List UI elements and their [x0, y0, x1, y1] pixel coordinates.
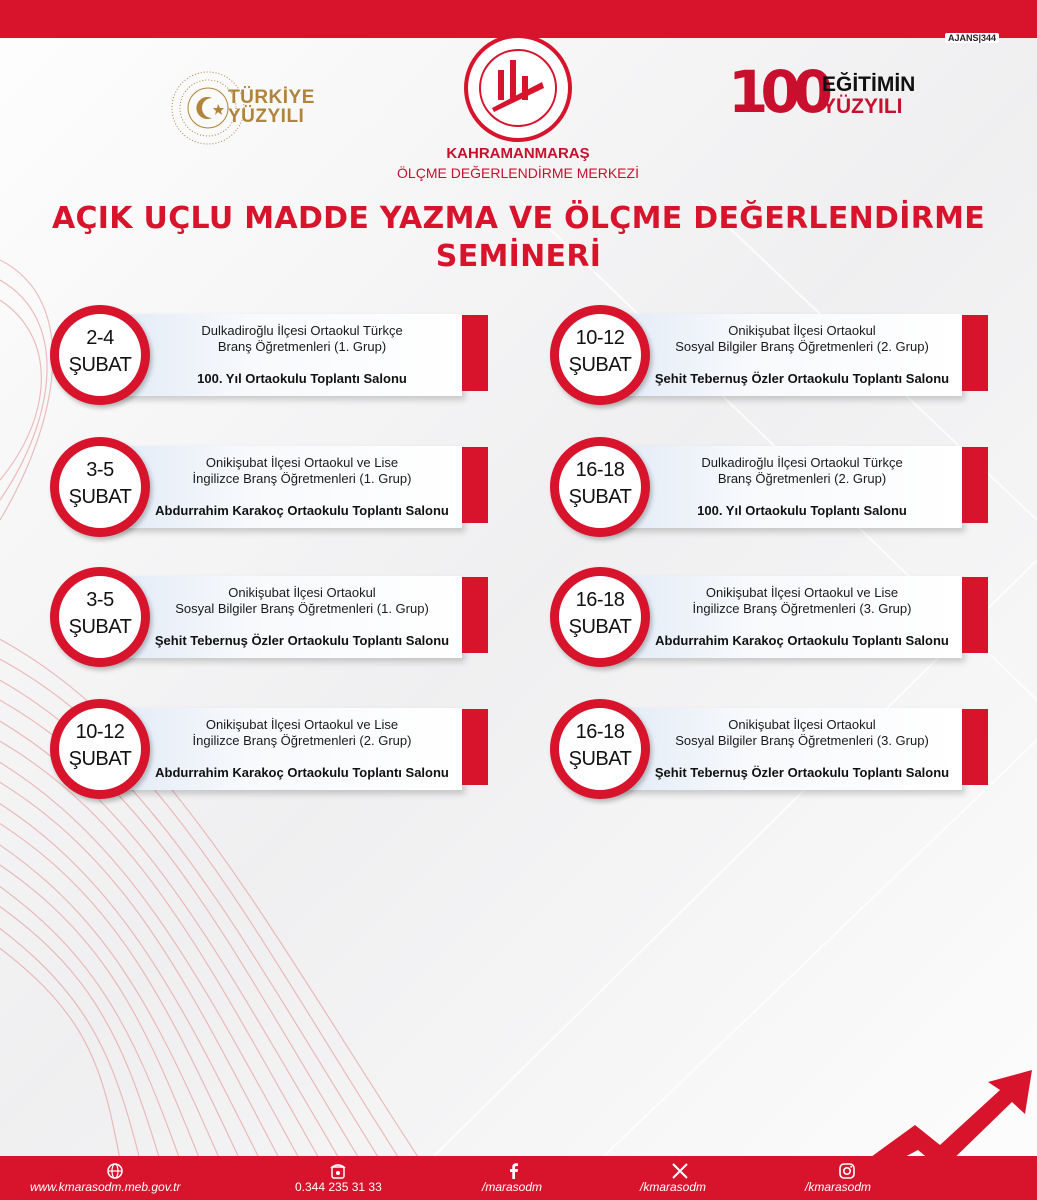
- date-days: 10-12: [75, 721, 125, 743]
- odm-logo-icon: [458, 30, 578, 142]
- watermark: AJANS|344: [945, 33, 999, 43]
- card-venue: Şehit Tebernuş Özler Ortaokulu Toplantı Salonu: [654, 371, 950, 386]
- turkiye-line1: TÜRKİYE: [228, 87, 315, 108]
- card-group-line2: Sosyal Bilgiler Branş Öğretmenleri (1. Grup): [175, 601, 429, 616]
- instagram-icon: [837, 1161, 857, 1181]
- footer-facebook[interactable]: /marasodm: [482, 1180, 543, 1194]
- date-month: ŞUBAT: [568, 486, 632, 508]
- turkiye-yuzyili-text: [228, 88, 315, 126]
- card-group-line1: Onikişubat İlçesi Ortaokul ve Lise: [705, 585, 899, 600]
- card-group-line2: Branş Öğretmenleri (1. Grup): [217, 339, 387, 354]
- card-group-line2: İngilizce Branş Öğretmenleri (2. Grup): [192, 733, 412, 748]
- date-month: ŞUBAT: [568, 354, 632, 376]
- title-line2: SEMİNERİ: [435, 239, 602, 274]
- edu-line2: YÜZYILI: [822, 95, 903, 118]
- card-group-line2: İngilizce Branş Öğretmenleri (3. Grup): [692, 601, 912, 616]
- card-group-line2: Sosyal Bilgiler Branş Öğretmenleri (3. Grup): [675, 733, 929, 748]
- card-venue: 100. Yıl Ortaokulu Toplantı Salonu: [197, 371, 407, 386]
- seminar-card: [550, 567, 990, 667]
- globe-icon: [105, 1161, 125, 1181]
- seminar-card: [50, 437, 490, 537]
- card-red-tab: [962, 709, 988, 785]
- title-line1: AÇIK UÇLU MADDE YAZMA VE ÖLÇME DEĞERLENDİRME: [51, 201, 986, 236]
- card-group-line1: Onikişubat İlçesi Ortaokul: [728, 717, 876, 732]
- x-icon: [670, 1161, 690, 1181]
- date-days: 16-18: [575, 589, 625, 611]
- date-days: 3-5: [86, 459, 114, 481]
- seminar-card: [50, 699, 490, 799]
- date-days: 10-12: [575, 327, 625, 349]
- facebook-icon: [504, 1161, 524, 1181]
- date-month: ŞUBAT: [68, 354, 132, 376]
- card-red-tab: [462, 709, 488, 785]
- card-venue: 100. Yıl Ortaokulu Toplantı Salonu: [697, 503, 907, 518]
- card-red-tab: [462, 315, 488, 391]
- card-group-line1: Onikişubat İlçesi Ortaokul ve Lise: [205, 717, 399, 732]
- date-month: ŞUBAT: [68, 748, 132, 770]
- card-group-line1: Onikişubat İlçesi Ortaokul ve Lise: [205, 455, 399, 470]
- card-venue: Şehit Tebernuş Özler Ortaokulu Toplantı Salonu: [154, 633, 450, 648]
- card-group-line2: Branş Öğretmenleri (2. Grup): [717, 471, 887, 486]
- seminar-card: [550, 437, 990, 537]
- card-group-line1: Dulkadiroğlu İlçesi Ortaokul Türkçe: [701, 455, 903, 470]
- edu-line1: EĞİTİMİN: [822, 73, 916, 96]
- page-title: [30, 200, 1007, 276]
- date-month: ŞUBAT: [568, 748, 632, 770]
- card-red-tab: [962, 447, 988, 523]
- growth-arrow-icon: [860, 1070, 1037, 1170]
- phone-icon: [328, 1161, 348, 1181]
- card-group-line2: İngilizce Branş Öğretmenleri (1. Grup): [192, 471, 412, 486]
- card-group-line1: Onikişubat İlçesi Ortaokul: [728, 323, 876, 338]
- turkiye-line2: YÜZYILI: [228, 106, 305, 127]
- seminar-card: [50, 567, 490, 667]
- seminar-card: [50, 305, 490, 405]
- date-days: 16-18: [575, 721, 625, 743]
- footer-website[interactable]: www.kmarasodm.meb.gov.tr: [30, 1180, 181, 1194]
- date-days: 3-5: [86, 589, 114, 611]
- card-red-tab: [462, 577, 488, 653]
- date-month: ŞUBAT: [68, 486, 132, 508]
- card-venue: Abdurrahim Karakoç Ortaokulu Toplantı Salonu: [155, 503, 449, 518]
- seminar-card: [550, 305, 990, 405]
- date-month: ŞUBAT: [68, 616, 132, 638]
- seminar-card: [550, 699, 990, 799]
- card-group-line2: Sosyal Bilgiler Branş Öğretmenleri (2. Grup): [675, 339, 929, 354]
- card-venue: Abdurrahim Karakoç Ortaokulu Toplantı Salonu: [655, 633, 949, 648]
- card-venue: Abdurrahim Karakoç Ortaokulu Toplantı Salonu: [155, 765, 449, 780]
- footer-instagram[interactable]: /kmarasodm: [805, 1180, 872, 1194]
- date-days: 2-4: [86, 327, 114, 349]
- footer-x[interactable]: /kmarasodm: [640, 1180, 707, 1194]
- date-month: ŞUBAT: [568, 616, 632, 638]
- org-subtitle: ÖLÇME DEĞERLENDİRME MERKEZİ: [397, 165, 639, 181]
- card-venue: Şehit Tebernuş Özler Ortaokulu Toplantı Salonu: [654, 765, 950, 780]
- footer-phone[interactable]: 0.344 235 31 33: [295, 1180, 382, 1194]
- date-days: 16-18: [575, 459, 625, 481]
- edu-100-number: 100: [728, 58, 826, 126]
- card-group-line1: Dulkadiroğlu İlçesi Ortaokul Türkçe: [201, 323, 403, 338]
- org-name: KAHRAMANMARAŞ: [446, 145, 590, 162]
- card-group-line1: Onikişubat İlçesi Ortaokul: [228, 585, 376, 600]
- card-red-tab: [462, 447, 488, 523]
- card-red-tab: [962, 315, 988, 391]
- card-red-tab: [962, 577, 988, 653]
